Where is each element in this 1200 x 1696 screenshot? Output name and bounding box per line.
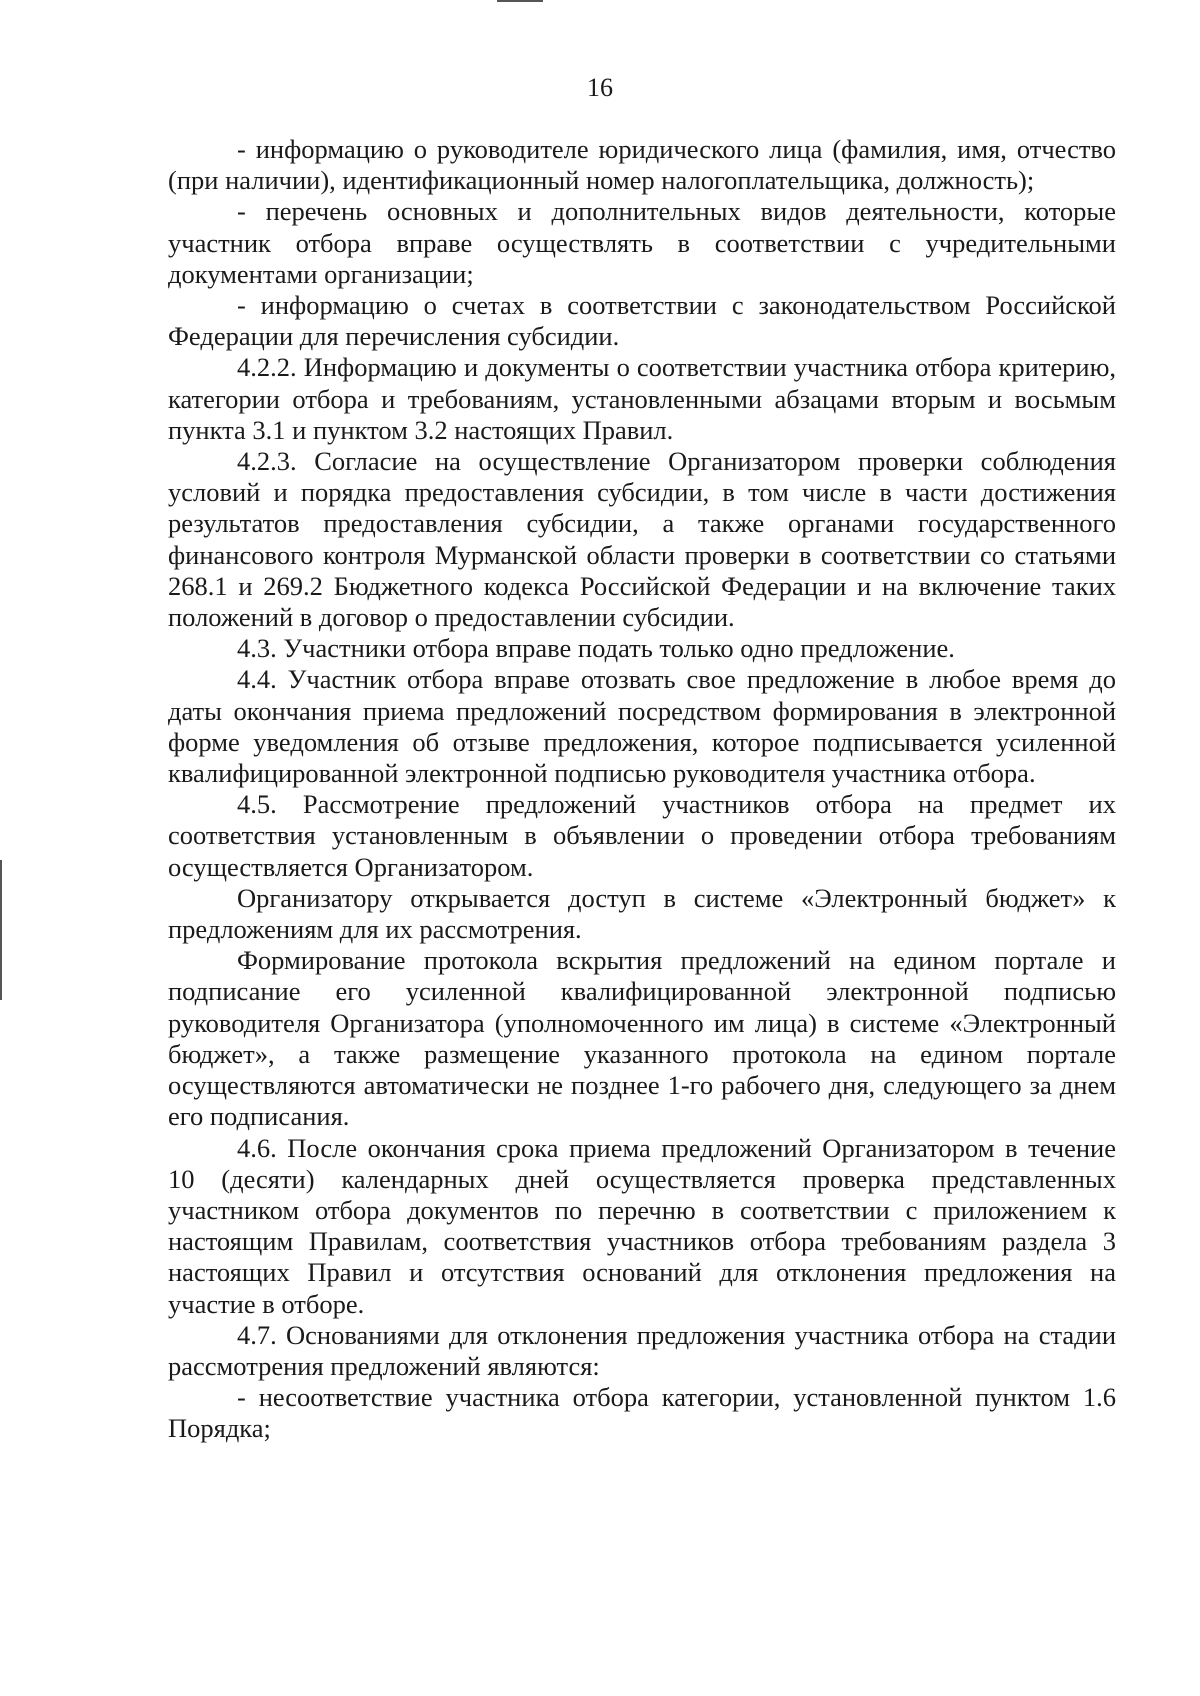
paragraph: 4.3. Участники отбора вправе подать только одно предложение.	[237, 633, 955, 664]
paragraph: - несоответствие участника отбора категории, установленной пунктом 1.6 Порядка;	[168, 1382, 1116, 1444]
page-number: 16	[587, 73, 613, 102]
paragraph: 4.4. Участник отбора вправе отозвать свое предложение в любое время до даты окончания приема предложений посредством формирования в электронной форме уведомления об отзыве предложения, которое подписывается усиленной квалифицированной электронной подписью руководителя участника отбора.	[168, 664, 1116, 789]
paragraph: - информацию о руководителе юридического лица (фамилия, имя, отчество (при наличии), идентификационный номер налогоплательщика, должность);	[168, 134, 1116, 196]
paragraph: 4.2.2. Информацию и документы о соответствии участника отбора критерию, категории отбора и требованиям, установленными абзацами вторым и восьмым пункта 3.1 и пунктом 3.2 настоящих Правил.	[168, 352, 1116, 445]
paragraph: 4.6. После окончания срока приема предложений Организатором в течение 10 (десяти) календарных дней осуществляется проверка представленных участником отбора документов по перечню в соответствии с приложением к настоящим Правилам, соответствия участников отбора требованиям раздела 3 настоящих Правил и отсутствия оснований для отклонения предложения на участие в отборе.	[168, 1132, 1116, 1319]
paragraph: 4.2.3. Согласие на осуществление Организатором проверки соблюдения условий и порядка предоставления субсидии, в том числе в части достижения результатов предоставления субсидии, а также органами государственного финансового контроля Мурманской области проверки в соответствии со статьями 268.1 и 269.2 Бюджетного кодекса Российской Федерации и на включение таких положений в договор о предоставлении субсидии.	[168, 446, 1116, 633]
paragraph: - информацию о счетах в соответствии с законодательством Российской Федерации для перечисления субсидии.	[168, 290, 1116, 352]
paragraph: 4.7. Основаниями для отклонения предложения участника отбора на стадии рассмотрения предложений являются:	[168, 1319, 1116, 1381]
paragraph: 4.5. Рассмотрение предложений участников отбора на предмет их соответствия установленным в объявлении о проведении отбора требованиям осуществляется Организатором.	[168, 789, 1116, 882]
scan-edge-mark	[0, 860, 2, 1000]
paragraph: Организатору открывается доступ в системе «Электронный бюджет» к предложениям для их рассмотрения.	[168, 882, 1116, 945]
scan-top-mark	[497, 0, 543, 2]
document-body	[168, 134, 1116, 1445]
paragraph: Формирование протокола вскрытия предложений на едином портале и подписание его усиленной квалифицированной электронной подписью руководителя Организатора (уполномоченного им лица) в системе «Электронный бюджет», а также размещение указанного протокола на едином портале осуществляются автоматически не позднее 1-го рабочего дня, следующего за днем его подписания.	[168, 945, 1116, 1132]
paragraph: - перечень основных и дополнительных видов деятельности, которые участник отбора вправе осуществлять в соответствии с учредительными документами организации;	[168, 196, 1116, 289]
